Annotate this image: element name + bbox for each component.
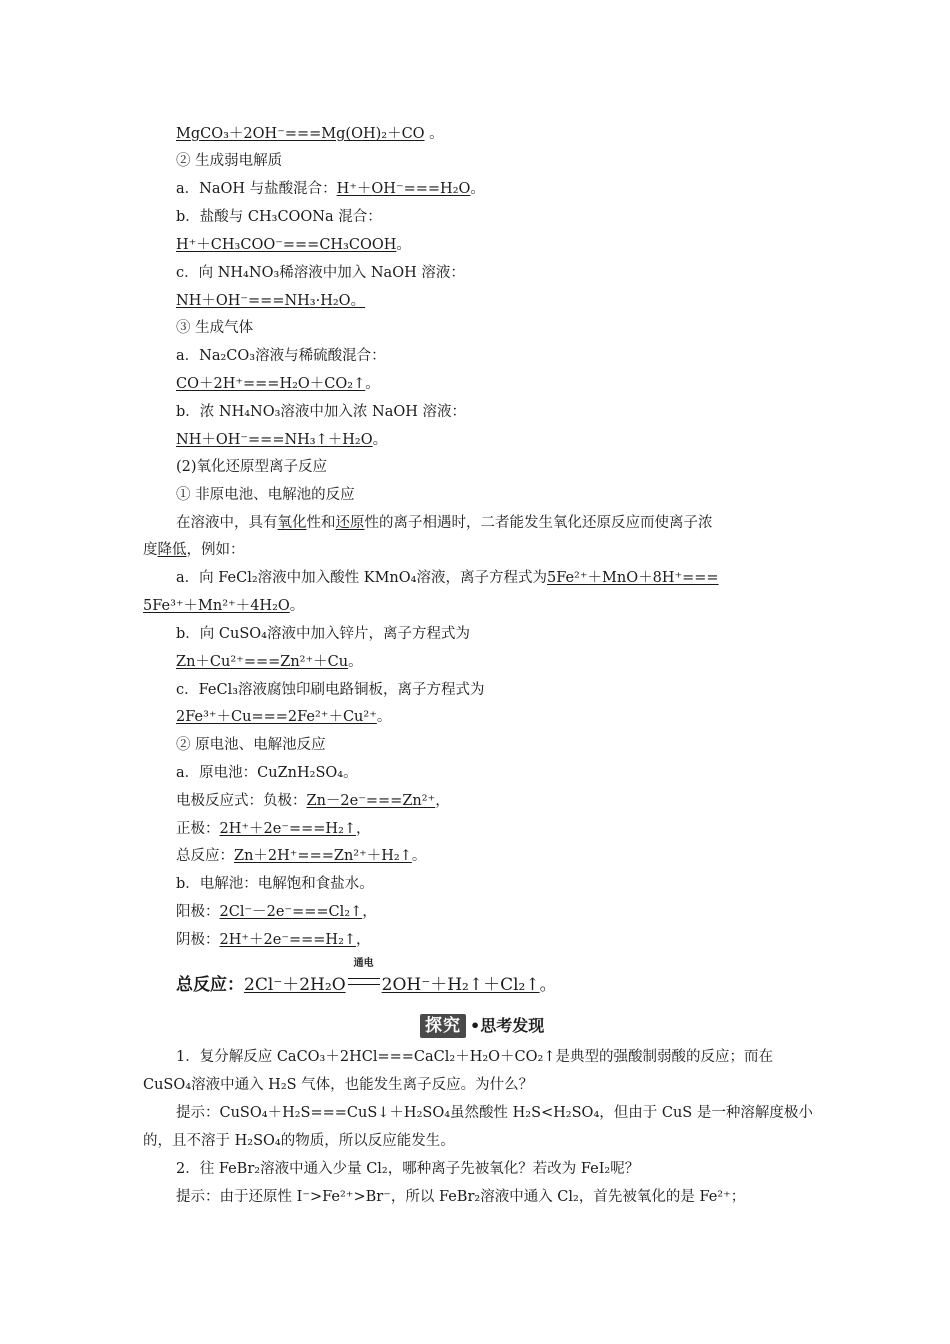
text: 。 <box>424 126 444 142</box>
equation: 2Fe³⁺＋Cu===2Fe²⁺＋Cu²⁺ <box>176 709 377 725</box>
equation-line <box>176 291 844 311</box>
section-title: •思考发现 <box>470 1016 545 1035</box>
text-line: c．FeCl₃溶液腐蚀印刷电路铜板，离子方程式为 <box>176 682 485 698</box>
text: 。 <box>396 237 411 253</box>
answer-blank: 还原 <box>335 515 365 531</box>
equation: MgCO₃＋2OH⁻===Mg(OH)₂＋CO <box>176 126 425 142</box>
equation: CO＋2H⁺===H₂O＋CO₂↑ <box>176 376 366 392</box>
equation: 2H⁺＋2e⁻===H₂↑ <box>219 932 357 948</box>
text: 电极反应式：负极： <box>176 793 307 809</box>
condition-label: 通电 <box>353 958 374 969</box>
equation: Zn＋Cu²⁺===Zn²⁺＋Cu <box>176 654 349 670</box>
text: 。 <box>376 709 392 725</box>
equation-line <box>176 846 844 866</box>
equation: H⁺＋OH⁻===H₂O <box>336 181 471 197</box>
question-line: 1．复分解反应 CaCO₃＋2HCl===CaCl₂＋H₂O＋CO₂↑是典型的强酸制弱酸的反应；而在 <box>176 1049 773 1065</box>
question-line: CuSO₄溶液中通入 H₂S 气体，也能发生离子反应。为什么？ <box>143 1077 534 1093</box>
text: 在溶液中，具有 <box>176 515 278 531</box>
subheading: ② 生成弱电解质 <box>176 153 283 169</box>
equation-line <box>176 235 844 255</box>
text-line: b．电解池：电解饱和食盐水。 <box>176 876 374 892</box>
answer-blank: 氧化 <box>277 515 307 531</box>
answer-line: 提示：由于还原性 I⁻>Fe²⁺>Br⁻，所以 FeBr₂溶液中通入 Cl₂，首先被氧化的是 Fe²⁺； <box>176 1189 746 1205</box>
text-line: b．盐酸与 CH₃COONa 混合： <box>176 209 382 225</box>
text-line: b．向 CuSO₄溶液中加入锌片，离子方程式为 <box>176 626 470 642</box>
section-heading <box>420 1013 544 1039</box>
text-line: a．原电池：CuZnH₂SO₄。 <box>176 765 358 781</box>
question-line: 2．往 FeBr₂溶液中通入少量 Cl₂，哪种离子先被氧化？若改为 FeI₂呢？ <box>176 1161 640 1177</box>
equation: 2H⁺＋2e⁻===H₂↑ <box>219 821 357 837</box>
text: 总反应： <box>176 848 234 864</box>
text: 总反应： <box>176 975 244 995</box>
condition-arrow <box>346 958 382 990</box>
answer-line: 提示：CuSO₄＋H₂S===CuS↓＋H₂SO₄虽然酸性 H₂S<H₂SO₄，但由于 CuS 是一种溶解度极小 <box>176 1105 813 1121</box>
equation-line <box>176 707 844 727</box>
equation-line <box>176 430 844 450</box>
text: 。 <box>365 376 380 392</box>
equation-line <box>176 930 844 950</box>
text: 。 <box>289 598 305 614</box>
equation-line <box>176 791 844 811</box>
subheading: ① 非原电池、电解池的反应 <box>176 487 355 503</box>
text: a．向 FeCl₂溶液中加入酸性 KMnO₄溶液，离子方程式为 <box>176 570 547 586</box>
equation: 5Fe²⁺＋MnO＋8H⁺=== <box>546 570 719 586</box>
double-line <box>348 978 380 985</box>
text-line: c．向 NH₄NO₃稀溶液中加入 NaOH 溶液： <box>176 265 465 281</box>
subheading: (2)氧化还原型离子反应 <box>176 459 328 475</box>
equation-line <box>176 819 844 839</box>
equation-left: 2Cl⁻＋2H₂O <box>244 975 346 995</box>
text: 性和 <box>306 515 336 531</box>
equation: Zn－2e⁻===Zn²⁺ <box>306 793 436 809</box>
text: 。 <box>539 975 557 995</box>
equation-line <box>143 596 811 616</box>
text: ，例如： <box>186 542 245 558</box>
equation-line <box>176 652 844 672</box>
equation-line <box>176 902 844 922</box>
text: ， <box>362 904 377 920</box>
subheading: ③ 生成气体 <box>176 320 254 336</box>
paragraph-line <box>143 540 811 560</box>
text: 。 <box>372 432 388 448</box>
equation: 2Cl⁻－2e⁻===Cl₂↑ <box>219 904 363 920</box>
equation-right: 2OH⁻＋H₂↑＋Cl₂↑ <box>381 975 540 995</box>
equation-line <box>176 124 844 144</box>
equation: NH＋OH⁻===NH₃·H₂O。 <box>176 293 366 309</box>
text: a．NaOH 与盐酸混合： <box>176 181 337 197</box>
text: 阴极： <box>176 932 220 948</box>
text: 正极： <box>176 821 220 837</box>
section-badge: 探究 <box>420 1014 466 1038</box>
equation-line <box>176 374 844 394</box>
text: 。 <box>411 848 427 864</box>
text: 。 <box>348 654 363 670</box>
equation: NH＋OH⁻===NH₃↑＋H₂O <box>176 432 373 448</box>
text: 阳极： <box>176 904 220 920</box>
text: 度 <box>143 542 158 558</box>
equation <box>244 958 540 995</box>
text-line: a．Na₂CO₃溶液与稀硫酸混合： <box>176 348 386 364</box>
text-line <box>176 179 844 199</box>
equation: Zn＋2H⁺===Zn²⁺＋H₂↑ <box>234 848 412 864</box>
electrolysis-total-equation <box>176 958 844 995</box>
subheading: ② 原电池、电解池反应 <box>176 737 326 753</box>
text: 性的离子相遇时，二者能发生氧化还原反应而使离子浓 <box>364 515 713 531</box>
text: ， <box>356 932 371 948</box>
text: ， <box>435 793 450 809</box>
answer-line: 的，且不溶于 H₂SO₄的物质，所以反应能发生。 <box>143 1133 455 1149</box>
equation: 5Fe³⁺＋Mn²⁺＋4H₂O <box>143 598 290 614</box>
text-line: b．浓 NH₄NO₃溶液中加入浓 NaOH 溶液： <box>176 404 467 420</box>
text: 。 <box>470 181 485 197</box>
paragraph-line <box>176 513 844 533</box>
equation: H⁺＋CH₃COO⁻===CH₃COOH <box>176 237 397 253</box>
text-line <box>176 568 844 588</box>
text: ， <box>356 821 371 837</box>
answer-blank: 降低 <box>157 542 187 558</box>
